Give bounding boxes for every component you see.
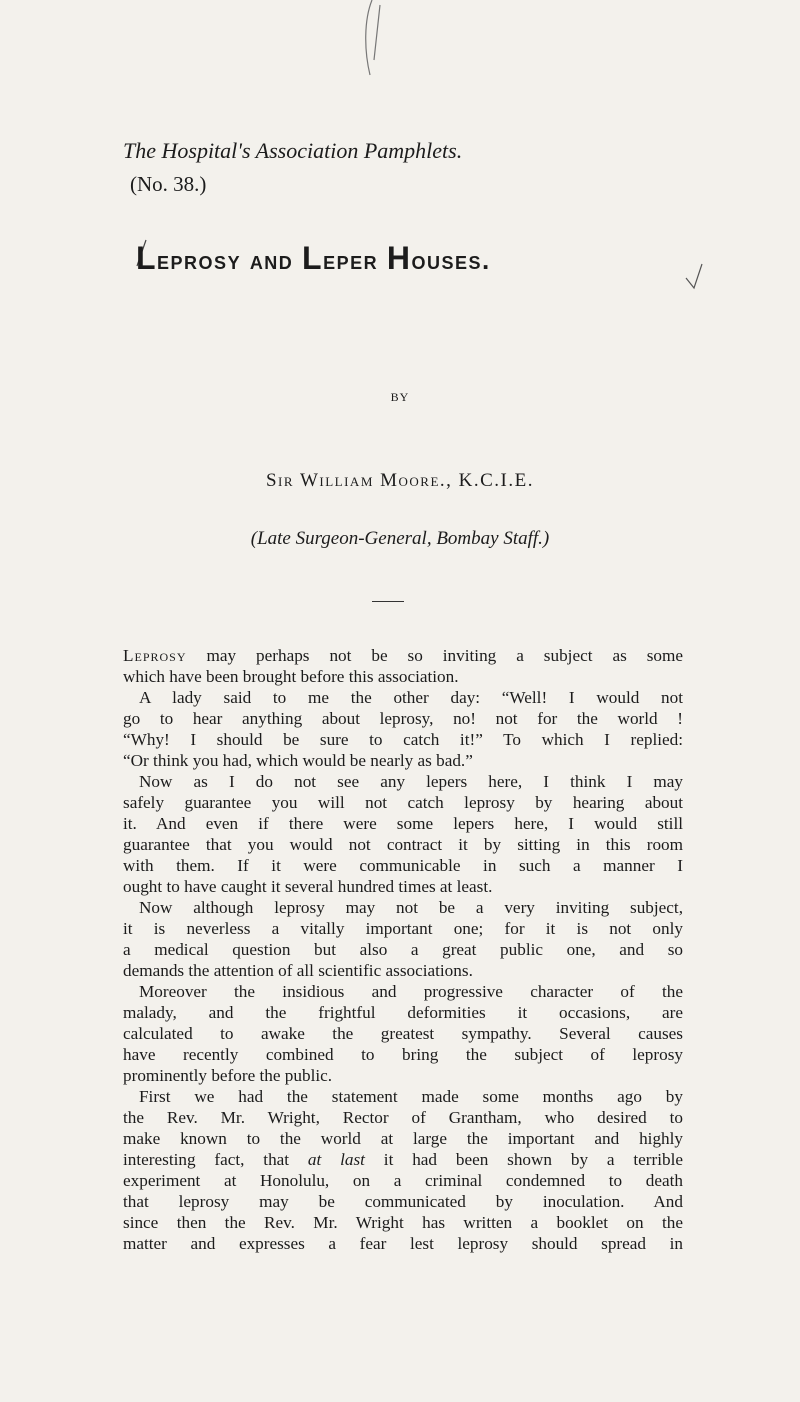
pencil-mark: [360, 0, 390, 80]
text-line: go to hear anything about leprosy, no! not for the world !: [123, 709, 683, 728]
author-role: (Late Surgeon-General, Bombay Staff.): [250, 528, 550, 549]
text-line: “Why! I should be sure to catch it!” To which I replied:: [123, 730, 683, 749]
page-title: [136, 240, 696, 277]
series-title: The Hospital's Association Pamphlets.: [123, 138, 463, 163]
pencil-tick: [684, 260, 704, 290]
text-line: A lady said to me the other day: “Well! I would not: [139, 688, 683, 707]
text-line: Now although leprosy may not be a very inviting subject,: [139, 898, 683, 917]
text-line: prominently before the public.: [123, 1066, 333, 1085]
text-line: guarantee that you would not contract it by sitting in this room: [123, 835, 683, 854]
text-line: calculated to awake the greatest sympathy. Several causes: [123, 1024, 683, 1043]
text-line: malady, and the frightful deformities it occasions, are: [123, 1003, 683, 1022]
title-word: eprosy: [157, 245, 242, 275]
text-line: a medical question but also a great public one, and so: [123, 940, 683, 959]
title-initial: H: [386, 240, 412, 276]
text-line: make known to the world at large the important and highly: [123, 1129, 683, 1148]
text-line: “Or think you had, which would be nearly as bad.”: [123, 751, 473, 770]
text-line: the Rev. Mr. Wright, Rector of Grantham, who desired to: [123, 1108, 683, 1127]
first-word: Leprosy: [123, 646, 187, 665]
by-label: BY: [390, 390, 410, 404]
text-line: Leprosy may perhaps not be so inviting a subject as some: [123, 646, 684, 665]
text-line: which have been brought before this association.: [123, 667, 459, 686]
title-word: ouses.: [411, 245, 491, 275]
emphasis: at last: [307, 1150, 365, 1169]
text-line: First we had the statement made some months ago by: [139, 1087, 683, 1106]
divider: [372, 601, 404, 602]
author-name: Sir William Moore., K.C.I.E.: [265, 470, 534, 491]
text-line: with them. If it were communicable in such a manner I: [123, 856, 683, 875]
text-line: Moreover the insidious and progressive character of the: [139, 982, 683, 1001]
text-line: that leprosy may be communicated by inoculation. And: [123, 1192, 683, 1211]
text-line: it. And even if there were some lepers here, I would still: [123, 814, 683, 833]
text-line: it is neverless a vitally important one; for it is not only: [123, 919, 683, 938]
pamphlet-number: (No. 38.): [130, 172, 207, 196]
text-line: demands the attention of all scientific associations.: [123, 961, 473, 980]
text-line: Now as I do not see any lepers here, I think I may: [139, 772, 683, 791]
text-line: since then the Rev. Mr. Wright has written a booklet on the: [123, 1213, 683, 1232]
title-word: and: [249, 245, 294, 275]
title-word: eper: [323, 245, 379, 275]
title-initial: L: [302, 240, 324, 276]
body-text: [123, 645, 683, 1254]
text-line: ought to have caught it several hundred times at least.: [123, 877, 493, 896]
text-line: interesting fact, that at last it had been shown by a terrible: [123, 1150, 683, 1169]
text-line: have recently combined to bring the subject of leprosy: [123, 1045, 683, 1064]
title-initial: L: [136, 240, 158, 276]
text-line: experiment at Honolulu, on a criminal condemned to death: [123, 1171, 683, 1190]
text-line: safely guarantee you will not catch leprosy by hearing about: [123, 793, 683, 812]
text-line: matter and expresses a fear lest leprosy should spread in: [123, 1234, 683, 1253]
